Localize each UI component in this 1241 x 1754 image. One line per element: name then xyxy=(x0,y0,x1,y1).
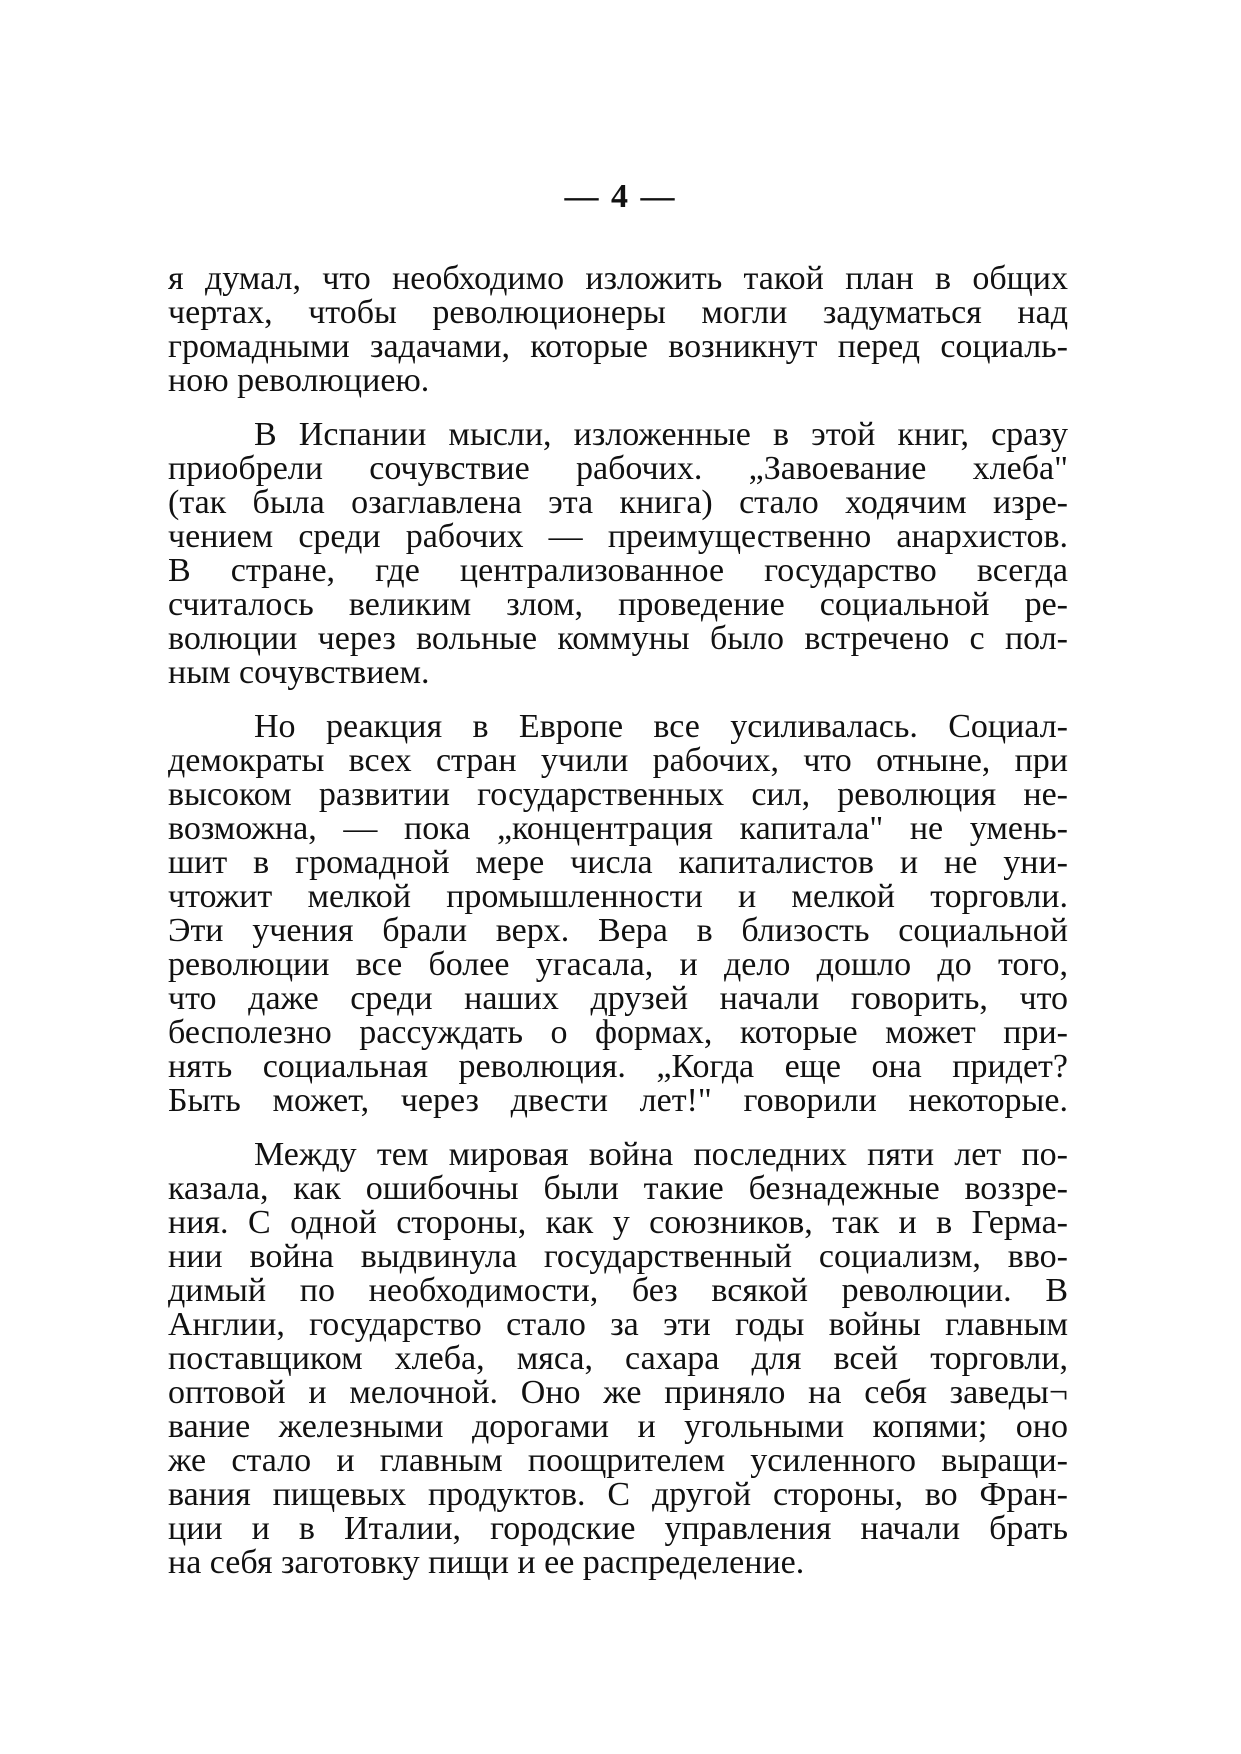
text-line: оптовой и мелочной. Оно же приняло на себя заведы¬ xyxy=(168,1374,1068,1411)
text-line: приобрели сочувствие рабочих. „Завоевание хлеба" xyxy=(168,450,1068,487)
text-line: поставщиком хлеба, мяса, сахара для всей торговли, xyxy=(168,1340,1068,1377)
text-line: В стране, где централизованное государство всегда xyxy=(168,552,1068,589)
body-text xyxy=(168,262,1068,1600)
text-line: же стало и главным поощрителем усиленного выращи- xyxy=(168,1442,1068,1479)
text-line: на себя заготовку пищи и ее распределение. xyxy=(168,1544,805,1581)
text-line: ции и в Италии, городские управления начали брать xyxy=(168,1510,1068,1547)
text-line: нии война выдвинула государственный социализм, вво- xyxy=(168,1238,1068,1275)
text-line: ния. С одной стороны, как у союзников, так и в Герма- xyxy=(168,1204,1068,1241)
text-line: Англии, государство стало за эти годы войны главным xyxy=(168,1306,1068,1343)
text-line: громадными задачами, которые возникнут перед социаль- xyxy=(168,328,1068,365)
text-line: (так была озаглавлена эта книга) стало ходячим изре- xyxy=(168,484,1068,521)
text-line: Эти учения брали верх. Вера в близость социальной xyxy=(168,912,1068,949)
text-line: В Испании мысли, изложенные в этой книг, сразу xyxy=(254,416,1068,453)
text-line: Между тем мировая война последних пяти лет по- xyxy=(254,1136,1068,1173)
text-line: чтожит мелкой промышленности и мелкой торговли. xyxy=(168,878,1068,915)
text-line: казала, как ошибочны были такие безнадежные воззре- xyxy=(168,1170,1068,1207)
paragraph-3 xyxy=(168,710,1068,1118)
text-line: я думал, что необходимо изложить такой план в общих xyxy=(168,260,1068,297)
text-line: нять социальная революция. „Когда еще она придет? xyxy=(168,1048,1068,1085)
text-line: ною революциею. xyxy=(168,362,430,399)
text-line: высоком развитии государственных сил, революция не- xyxy=(168,776,1068,813)
page-number: — 4 — xyxy=(564,178,677,215)
text-line: революции все более угасала, и дело дошло до того, xyxy=(168,946,1068,983)
text-line: димый по необходимости, без всякой революции. В xyxy=(168,1272,1068,1309)
paragraph-2 xyxy=(168,418,1068,690)
text-line: что даже среди наших друзей начали говорить, что xyxy=(168,980,1068,1017)
text-line: демократы всех стран учили рабочих, что отныне, при xyxy=(168,742,1068,779)
text-line: Но реакция в Европе все усиливалась. Социал- xyxy=(254,708,1068,745)
text-line: чертах, чтобы революционеры могли задуматься над xyxy=(168,294,1068,331)
text-line: считалось великим злом, проведение социальной ре- xyxy=(168,586,1068,623)
text-line: ным сочувствием. xyxy=(168,654,430,691)
paragraph-1 xyxy=(168,262,1068,398)
text-line: бесполезно рассуждать о формах, которые может при- xyxy=(168,1014,1068,1051)
text-line: шит в громадной мере числа капиталистов и не уни- xyxy=(168,844,1068,881)
text-line: волюции через вольные коммуны было встречено с пол- xyxy=(168,620,1068,657)
text-line: вания пищевых продуктов. С другой стороны, во Фран- xyxy=(168,1476,1068,1513)
text-line: Быть может, через двести лет!" говорили некоторые. xyxy=(168,1082,1068,1119)
paragraph-4 xyxy=(168,1138,1068,1580)
text-line: возможна, — пока „концентрация капитала" не умень- xyxy=(168,810,1068,847)
text-line: чением среди рабочих — преимущественно анархистов. xyxy=(168,518,1068,555)
text-line: вание железными дорогами и угольными копями; оно xyxy=(168,1408,1068,1445)
